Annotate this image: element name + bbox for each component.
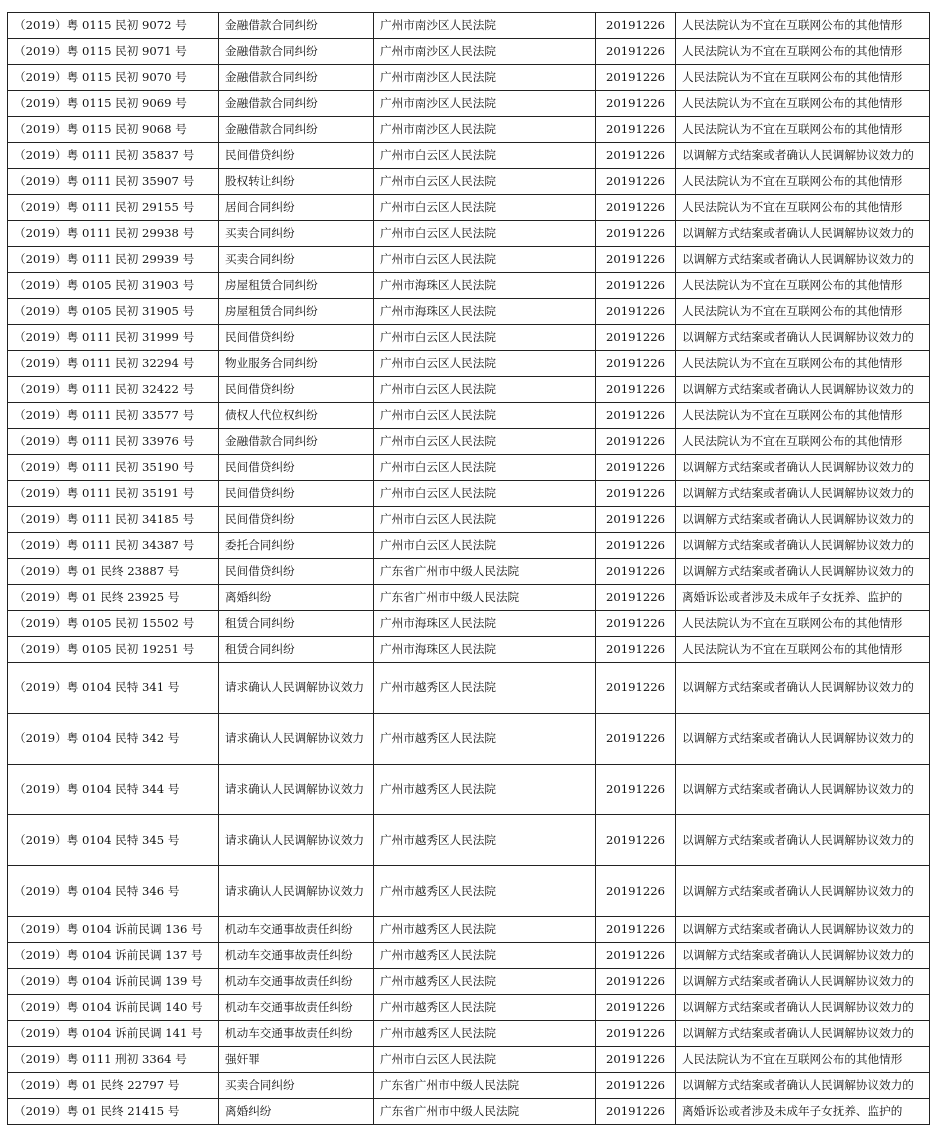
case-number-cell: （2019）粤 0111 民初 33976 号 [8,429,219,455]
non-publication-reason-cell: 以调解方式结案或者确认人民调解协议效力的 [676,815,930,866]
table-row [8,559,930,585]
case-cause-cell: 债权人代位权纠纷 [219,403,374,429]
date-cell: 20191226 [596,273,676,299]
table-row [8,585,930,611]
case-number-cell: （2019）粤 01 民终 23925 号 [8,585,219,611]
court-name-cell: 广州市海珠区人民法院 [374,273,596,299]
case-number-cell: （2019）粤 0111 民初 33577 号 [8,403,219,429]
court-name-cell: 广州市越秀区人民法院 [374,764,596,815]
case-cause-cell: 请求确认人民调解协议效力 [219,713,374,764]
case-cause-cell: 请求确认人民调解协议效力 [219,815,374,866]
court-name-cell: 广州市白云区人民法院 [374,377,596,403]
case-cause-cell: 民间借贷纠纷 [219,507,374,533]
court-name-cell: 广东省广州市中级人民法院 [374,1072,596,1098]
case-cause-cell: 机动车交通事故责任纠纷 [219,942,374,968]
non-publication-reason-cell: 人民法院认为不宜在互联网公布的其他情形 [676,39,930,65]
table-row [8,169,930,195]
case-cause-cell: 房屋租赁合同纠纷 [219,299,374,325]
case-number-cell: （2019）粤 0105 民初 31905 号 [8,299,219,325]
date-cell: 20191226 [596,713,676,764]
court-name-cell: 广州市越秀区人民法院 [374,866,596,917]
case-number-cell: （2019）粤 0111 民初 35837 号 [8,143,219,169]
date-cell: 20191226 [596,13,676,39]
case-number-cell: （2019）粤 0105 民初 19251 号 [8,637,219,663]
table-row [8,1098,930,1124]
case-number-cell: （2019）粤 01 民终 23887 号 [8,559,219,585]
table-row [8,195,930,221]
table-row [8,637,930,663]
case-cause-cell: 民间借贷纠纷 [219,481,374,507]
court-name-cell: 广东省广州市中级人民法院 [374,559,596,585]
non-publication-reason-cell: 以调解方式结案或者确认人民调解协议效力的 [676,507,930,533]
non-publication-reason-cell: 以调解方式结案或者确认人民调解协议效力的 [676,942,930,968]
table-row [8,611,930,637]
date-cell: 20191226 [596,942,676,968]
table-row [8,299,930,325]
date-cell: 20191226 [596,994,676,1020]
case-number-cell: （2019）粤 0115 民初 9070 号 [8,65,219,91]
table-row [8,942,930,968]
date-cell: 20191226 [596,429,676,455]
case-number-cell: （2019）粤 0111 民初 34185 号 [8,507,219,533]
non-publication-reason-cell: 人民法院认为不宜在互联网公布的其他情形 [676,429,930,455]
court-name-cell: 广州市白云区人民法院 [374,455,596,481]
case-number-cell: （2019）粤 0111 刑初 3364 号 [8,1046,219,1072]
case-number-cell: （2019）粤 0111 民初 35907 号 [8,169,219,195]
date-cell: 20191226 [596,377,676,403]
date-cell: 20191226 [596,611,676,637]
table-row [8,91,930,117]
case-list-table [7,12,930,1125]
date-cell: 20191226 [596,916,676,942]
table-row [8,713,930,764]
table-row [8,994,930,1020]
case-cause-cell: 机动车交通事故责任纠纷 [219,916,374,942]
non-publication-reason-cell: 人民法院认为不宜在互联网公布的其他情形 [676,1046,930,1072]
date-cell: 20191226 [596,117,676,143]
date-cell: 20191226 [596,299,676,325]
court-name-cell: 广州市越秀区人民法院 [374,994,596,1020]
non-publication-reason-cell: 以调解方式结案或者确认人民调解协议效力的 [676,968,930,994]
date-cell: 20191226 [596,455,676,481]
table-row [8,815,930,866]
date-cell: 20191226 [596,1046,676,1072]
date-cell: 20191226 [596,481,676,507]
case-number-cell: （2019）粤 0104 民特 341 号 [8,663,219,714]
case-cause-cell: 民间借贷纠纷 [219,559,374,585]
date-cell: 20191226 [596,1072,676,1098]
case-cause-cell: 民间借贷纠纷 [219,377,374,403]
table-row [8,663,930,714]
non-publication-reason-cell: 以调解方式结案或者确认人民调解协议效力的 [676,916,930,942]
non-publication-reason-cell: 人民法院认为不宜在互联网公布的其他情形 [676,117,930,143]
case-list-body [8,13,930,1125]
court-name-cell: 广州市白云区人民法院 [374,533,596,559]
case-number-cell: （2019）粤 0104 民特 344 号 [8,764,219,815]
court-name-cell: 广州市白云区人民法院 [374,143,596,169]
case-cause-cell: 离婚纠纷 [219,1098,374,1124]
non-publication-reason-cell: 人民法院认为不宜在互联网公布的其他情形 [676,611,930,637]
court-name-cell: 广州市白云区人民法院 [374,221,596,247]
non-publication-reason-cell: 以调解方式结案或者确认人民调解协议效力的 [676,533,930,559]
case-number-cell: （2019）粤 0104 民特 345 号 [8,815,219,866]
table-row [8,325,930,351]
case-cause-cell: 金融借款合同纠纷 [219,13,374,39]
non-publication-reason-cell: 以调解方式结案或者确认人民调解协议效力的 [676,481,930,507]
non-publication-reason-cell: 离婚诉讼或者涉及未成年子女抚养、监护的 [676,585,930,611]
case-cause-cell: 金融借款合同纠纷 [219,429,374,455]
date-cell: 20191226 [596,195,676,221]
court-name-cell: 广州市海珠区人民法院 [374,299,596,325]
non-publication-reason-cell: 以调解方式结案或者确认人民调解协议效力的 [676,325,930,351]
case-number-cell: （2019）粤 0105 民初 15502 号 [8,611,219,637]
court-name-cell: 广州市越秀区人民法院 [374,713,596,764]
court-name-cell: 广州市南沙区人民法院 [374,91,596,117]
date-cell: 20191226 [596,507,676,533]
case-cause-cell: 居间合同纠纷 [219,195,374,221]
case-cause-cell: 请求确认人民调解协议效力 [219,866,374,917]
date-cell: 20191226 [596,815,676,866]
table-row [8,533,930,559]
table-row [8,221,930,247]
case-number-cell: （2019）粤 0111 民初 29939 号 [8,247,219,273]
date-cell: 20191226 [596,325,676,351]
case-number-cell: （2019）粤 0111 民初 32294 号 [8,351,219,377]
non-publication-reason-cell: 离婚诉讼或者涉及未成年子女抚养、监护的 [676,1098,930,1124]
date-cell: 20191226 [596,39,676,65]
date-cell: 20191226 [596,968,676,994]
non-publication-reason-cell: 人民法院认为不宜在互联网公布的其他情形 [676,65,930,91]
court-name-cell: 广州市白云区人民法院 [374,429,596,455]
court-name-cell: 广州市越秀区人民法院 [374,663,596,714]
non-publication-reason-cell: 人民法院认为不宜在互联网公布的其他情形 [676,637,930,663]
date-cell: 20191226 [596,1020,676,1046]
case-number-cell: （2019）粤 01 民终 21415 号 [8,1098,219,1124]
table-row [8,143,930,169]
table-row [8,1020,930,1046]
case-cause-cell: 股权转让纠纷 [219,169,374,195]
court-name-cell: 广州市南沙区人民法院 [374,39,596,65]
case-cause-cell: 买卖合同纠纷 [219,1072,374,1098]
table-row [8,1046,930,1072]
court-name-cell: 广州市白云区人民法院 [374,325,596,351]
table-row [8,429,930,455]
case-number-cell: （2019）粤 0104 诉前民调 140 号 [8,994,219,1020]
court-name-cell: 广州市白云区人民法院 [374,403,596,429]
non-publication-reason-cell: 以调解方式结案或者确认人民调解协议效力的 [676,713,930,764]
non-publication-reason-cell: 以调解方式结案或者确认人民调解协议效力的 [676,559,930,585]
case-cause-cell: 机动车交通事故责任纠纷 [219,968,374,994]
date-cell: 20191226 [596,663,676,714]
table-row [8,916,930,942]
court-name-cell: 广州市白云区人民法院 [374,247,596,273]
case-number-cell: （2019）粤 0104 民特 346 号 [8,866,219,917]
court-name-cell: 广州市白云区人民法院 [374,481,596,507]
case-number-cell: （2019）粤 0111 民初 35191 号 [8,481,219,507]
case-cause-cell: 民间借贷纠纷 [219,325,374,351]
case-number-cell: （2019）粤 0111 民初 32422 号 [8,377,219,403]
table-row [8,39,930,65]
case-number-cell: （2019）粤 0115 民初 9072 号 [8,13,219,39]
non-publication-reason-cell: 以调解方式结案或者确认人民调解协议效力的 [676,994,930,1020]
date-cell: 20191226 [596,221,676,247]
court-name-cell: 广州市南沙区人民法院 [374,117,596,143]
case-number-cell: （2019）粤 0104 诉前民调 139 号 [8,968,219,994]
non-publication-reason-cell: 人民法院认为不宜在互联网公布的其他情形 [676,91,930,117]
case-number-cell: （2019）粤 0111 民初 29938 号 [8,221,219,247]
case-cause-cell: 请求确认人民调解协议效力 [219,663,374,714]
court-name-cell: 广州市海珠区人民法院 [374,637,596,663]
court-name-cell: 广州市越秀区人民法院 [374,815,596,866]
court-name-cell: 广东省广州市中级人民法院 [374,585,596,611]
non-publication-reason-cell: 以调解方式结案或者确认人民调解协议效力的 [676,663,930,714]
case-cause-cell: 房屋租赁合同纠纷 [219,273,374,299]
date-cell: 20191226 [596,65,676,91]
table-row [8,351,930,377]
non-publication-reason-cell: 以调解方式结案或者确认人民调解协议效力的 [676,764,930,815]
table-row [8,65,930,91]
date-cell: 20191226 [596,169,676,195]
non-publication-reason-cell: 以调解方式结案或者确认人民调解协议效力的 [676,377,930,403]
date-cell: 20191226 [596,533,676,559]
case-number-cell: （2019）粤 0111 民初 31999 号 [8,325,219,351]
case-number-cell: （2019）粤 0104 诉前民调 136 号 [8,916,219,942]
date-cell: 20191226 [596,585,676,611]
date-cell: 20191226 [596,1098,676,1124]
court-name-cell: 广州市海珠区人民法院 [374,611,596,637]
court-name-cell: 广州市白云区人民法院 [374,169,596,195]
non-publication-reason-cell: 人民法院认为不宜在互联网公布的其他情形 [676,13,930,39]
case-cause-cell: 租赁合同纠纷 [219,637,374,663]
table-row [8,13,930,39]
court-name-cell: 广州市白云区人民法院 [374,195,596,221]
case-number-cell: （2019）粤 0115 民初 9068 号 [8,117,219,143]
table-row [8,968,930,994]
case-number-cell: （2019）粤 01 民终 22797 号 [8,1072,219,1098]
non-publication-reason-cell: 以调解方式结案或者确认人民调解协议效力的 [676,866,930,917]
non-publication-reason-cell: 以调解方式结案或者确认人民调解协议效力的 [676,143,930,169]
case-cause-cell: 民间借贷纠纷 [219,455,374,481]
court-name-cell: 广州市南沙区人民法院 [374,13,596,39]
court-name-cell: 广州市越秀区人民法院 [374,942,596,968]
date-cell: 20191226 [596,143,676,169]
non-publication-reason-cell: 以调解方式结案或者确认人民调解协议效力的 [676,247,930,273]
court-name-cell: 广州市白云区人民法院 [374,1046,596,1072]
non-publication-reason-cell: 以调解方式结案或者确认人民调解协议效力的 [676,221,930,247]
non-publication-reason-cell: 人民法院认为不宜在互联网公布的其他情形 [676,195,930,221]
table-row [8,273,930,299]
case-number-cell: （2019）粤 0111 民初 29155 号 [8,195,219,221]
court-name-cell: 广州市南沙区人民法院 [374,65,596,91]
date-cell: 20191226 [596,637,676,663]
court-name-cell: 广州市越秀区人民法院 [374,916,596,942]
case-cause-cell: 买卖合同纠纷 [219,221,374,247]
date-cell: 20191226 [596,351,676,377]
case-cause-cell: 离婚纠纷 [219,585,374,611]
table-row [8,377,930,403]
date-cell: 20191226 [596,403,676,429]
case-cause-cell: 民间借贷纠纷 [219,143,374,169]
case-cause-cell: 物业服务合同纠纷 [219,351,374,377]
case-cause-cell: 买卖合同纠纷 [219,247,374,273]
date-cell: 20191226 [596,247,676,273]
non-publication-reason-cell: 人民法院认为不宜在互联网公布的其他情形 [676,299,930,325]
case-cause-cell: 金融借款合同纠纷 [219,65,374,91]
court-name-cell: 广州市白云区人民法院 [374,507,596,533]
court-name-cell: 广州市越秀区人民法院 [374,968,596,994]
case-cause-cell: 机动车交通事故责任纠纷 [219,1020,374,1046]
non-publication-reason-cell: 以调解方式结案或者确认人民调解协议效力的 [676,455,930,481]
date-cell: 20191226 [596,764,676,815]
non-publication-reason-cell: 人民法院认为不宜在互联网公布的其他情形 [676,403,930,429]
table-row [8,117,930,143]
case-number-cell: （2019）粤 0104 诉前民调 141 号 [8,1020,219,1046]
case-number-cell: （2019）粤 0115 民初 9069 号 [8,91,219,117]
case-number-cell: （2019）粤 0111 民初 34387 号 [8,533,219,559]
case-cause-cell: 强奸罪 [219,1046,374,1072]
table-row [8,403,930,429]
non-publication-reason-cell: 以调解方式结案或者确认人民调解协议效力的 [676,1072,930,1098]
case-number-cell: （2019）粤 0104 诉前民调 137 号 [8,942,219,968]
table-row [8,866,930,917]
non-publication-reason-cell: 人民法院认为不宜在互联网公布的其他情形 [676,169,930,195]
case-number-cell: （2019）粤 0115 民初 9071 号 [8,39,219,65]
non-publication-reason-cell: 人民法院认为不宜在互联网公布的其他情形 [676,351,930,377]
date-cell: 20191226 [596,866,676,917]
table-row [8,1072,930,1098]
non-publication-reason-cell: 人民法院认为不宜在互联网公布的其他情形 [676,273,930,299]
table-row [8,507,930,533]
case-cause-cell: 机动车交通事故责任纠纷 [219,994,374,1020]
case-cause-cell: 金融借款合同纠纷 [219,117,374,143]
case-number-cell: （2019）粤 0105 民初 31903 号 [8,273,219,299]
date-cell: 20191226 [596,559,676,585]
court-name-cell: 广东省广州市中级人民法院 [374,1098,596,1124]
table-row [8,481,930,507]
court-name-cell: 广州市越秀区人民法院 [374,1020,596,1046]
table-row [8,455,930,481]
case-cause-cell: 金融借款合同纠纷 [219,39,374,65]
case-number-cell: （2019）粤 0104 民特 342 号 [8,713,219,764]
case-number-cell: （2019）粤 0111 民初 35190 号 [8,455,219,481]
case-cause-cell: 金融借款合同纠纷 [219,91,374,117]
table-row [8,247,930,273]
non-publication-reason-cell: 以调解方式结案或者确认人民调解协议效力的 [676,1020,930,1046]
case-cause-cell: 租赁合同纠纷 [219,611,374,637]
date-cell: 20191226 [596,91,676,117]
court-name-cell: 广州市白云区人民法院 [374,351,596,377]
case-cause-cell: 委托合同纠纷 [219,533,374,559]
case-cause-cell: 请求确认人民调解协议效力 [219,764,374,815]
table-row [8,764,930,815]
